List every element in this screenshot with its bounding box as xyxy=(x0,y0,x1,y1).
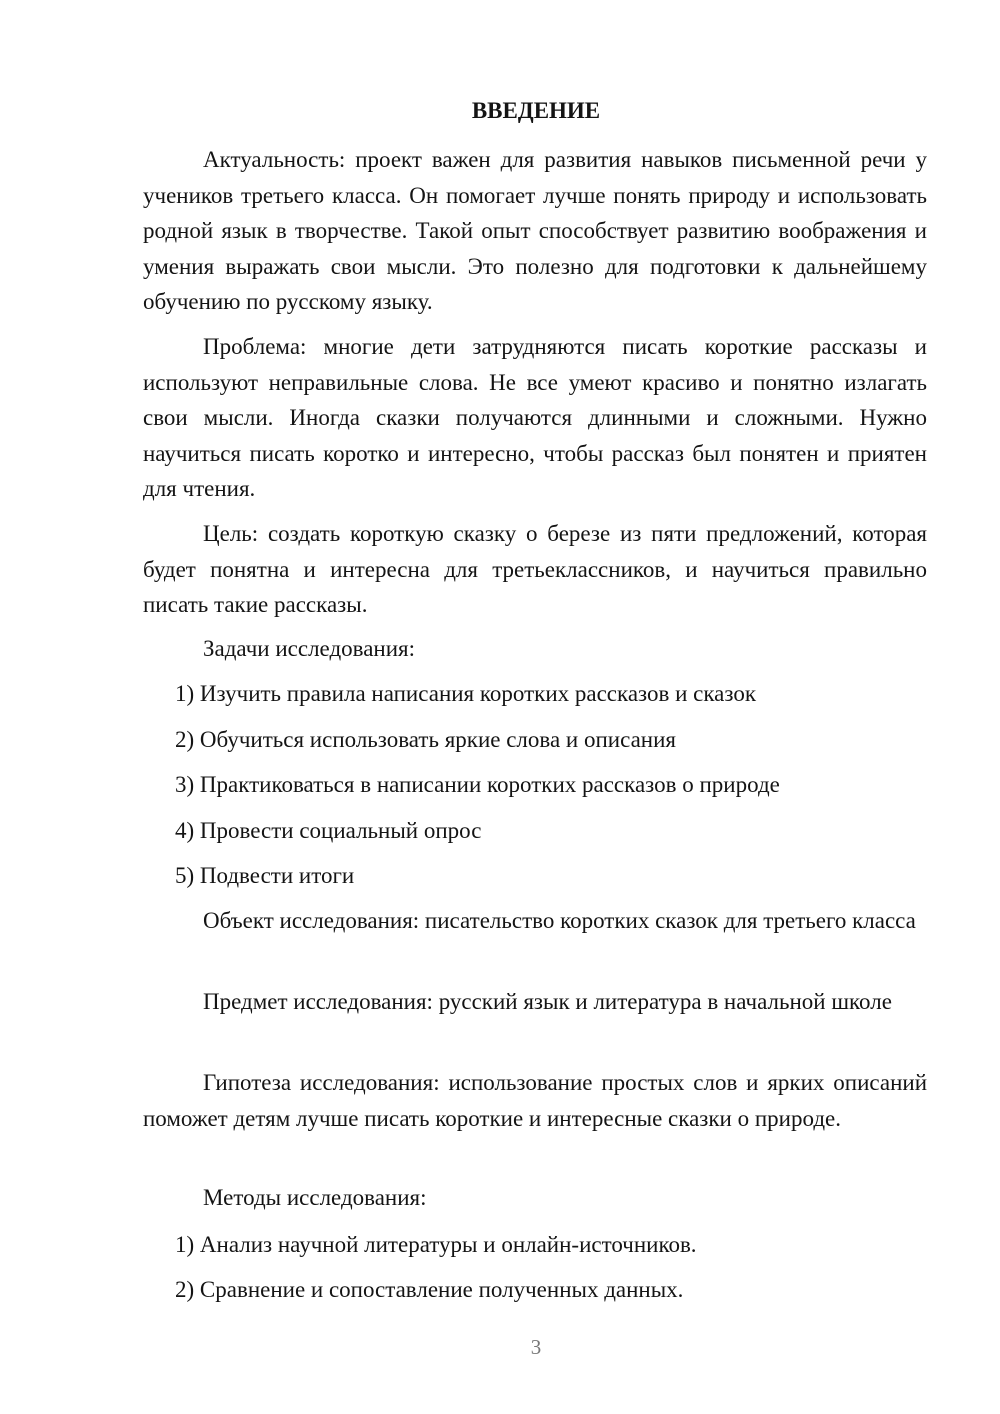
methods-heading: Методы исследования: xyxy=(203,1185,427,1210)
method-item: 1) Анализ научной литературы и онлайн-источников. xyxy=(175,1232,697,1257)
method-item: 2) Сравнение и сопоставление полученных данных. xyxy=(175,1277,684,1302)
tasks-heading: Задачи исследования: xyxy=(203,636,416,661)
paragraph-hypothesis: Гипотеза исследования: использование простых слов и ярких описаний поможет детям лучше писать короткие и интересные сказки о природе. xyxy=(143,1070,927,1131)
task-item: 4) Провести социальный опрос xyxy=(175,818,482,843)
task-item: 2) Обучиться использовать яркие слова и описания xyxy=(175,727,676,752)
paragraph-problem: Проблема: многие дети затрудняются писать короткие рассказы и используют неправильные слова. Не все умеют красиво и понятно излагать свои мысли. Иногда сказки получаются длинными и сложными. Нужно научиться писать коротко и интересно, чтобы рассказ был понятен и приятен для чтения. xyxy=(143,334,927,501)
paragraph-object: Объект исследования: писательство коротких сказок для третьего класса xyxy=(203,908,916,933)
task-item: 1) Изучить правила написания коротких рассказов и сказок xyxy=(175,681,757,706)
paragraph-subject: Предмет исследования: русский язык и литература в начальной школе xyxy=(203,989,892,1014)
section-title: ВВЕДЕНИЕ xyxy=(471,98,601,123)
paragraph-relevance: Актуальность: проект важен для развития навыков письменной речи у учеников третьего класса. Он помогает лучше понять природу и использовать родной язык в творчестве. Такой опыт способствует развитию воображения и умения выражать свои мысли. Это полезно для подготовки к дальнейшему обучению по русскому языку. xyxy=(143,147,927,314)
page-number: 3 xyxy=(530,1335,542,1359)
paragraph-goal: Цель: создать короткую сказку о березе из пяти предложений, которая будет понятна и интересна для третьеклассников, и научиться правильно писать такие рассказы. xyxy=(143,521,927,617)
task-item: 3) Практиковаться в написании коротких рассказов о природе xyxy=(175,772,780,797)
task-item: 5) Подвести итоги xyxy=(175,863,355,888)
